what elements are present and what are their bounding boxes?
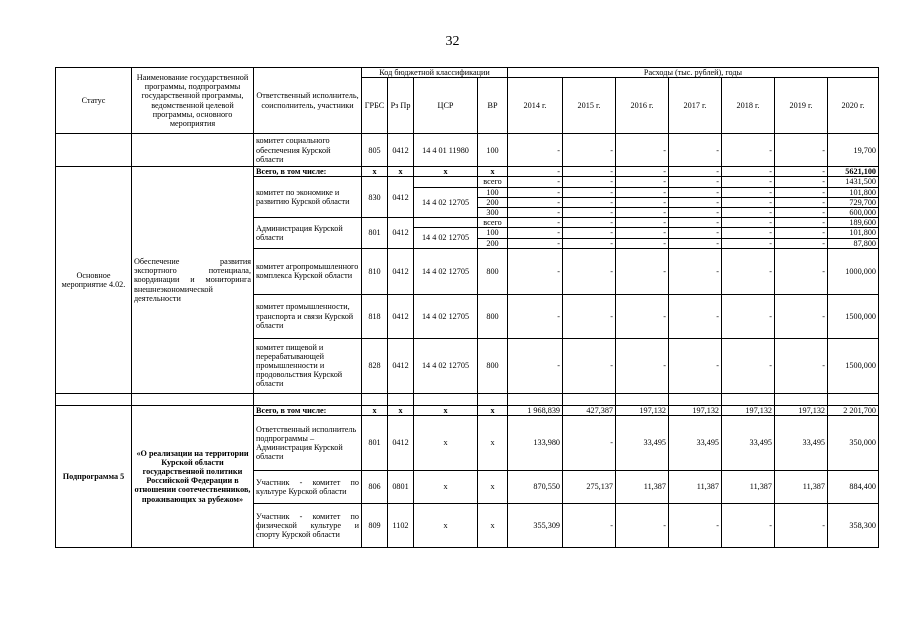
table-row: 300 - - - - - - 600,000 <box>56 207 879 217</box>
table-row: комитет социального обеспечения Курской области 805 0412 14 4 01 11980 100 - - - - - - 19,700 <box>56 134 879 167</box>
header-status: Статус <box>56 68 132 134</box>
header-year: 2019 г. <box>775 78 828 134</box>
header-rzpr: Рз Пр <box>388 78 414 134</box>
header-csr: ЦСР <box>414 78 478 134</box>
executor-cell: Участник - комитет по культуре Курской области <box>254 470 362 503</box>
executor-cell: комитет пищевой и перерабатывающей промышленности и продовольствия Курской области <box>254 338 362 393</box>
status-cell: Подпрограмма 5 <box>56 405 132 547</box>
header-row-1 <box>56 68 879 78</box>
total-label: Всего, в том числе: <box>254 405 362 415</box>
executor-cell: комитет промышленности, транспорта и связи Курской области <box>254 294 362 338</box>
table-row: комитет промышленности, транспорта и связи Курской области 818 0412 14 4 02 12705 800 - - - - - - 1500,000 <box>56 294 879 338</box>
header-year: 2014 г. <box>508 78 563 134</box>
table-row: Участник - комитет по физической культуре и спорту Курской области 809 1102 x x 355,309 - - - - - 358,300 <box>56 503 879 547</box>
executor-cell: Администрация Курской области <box>254 218 362 249</box>
table-row: Подпрограмма 5 «О реализации на территории Курской области государственной политики Российской Федерации в отношении соотечественников, проживающих за рубежом» Всего, в том числе: x x x x 1 968,839 427,387 197,132 197,132 197,132 197,132 2 201,700 <box>56 405 879 415</box>
table-row: комитет агропромышленного комплекса Курской области 810 0412 14 4 02 12705 800 - - - - - - 1000,000 <box>56 248 879 294</box>
header-year: 2015 г. <box>563 78 616 134</box>
budget-table <box>55 67 879 548</box>
status-cell: Основное мероприятие 4.02. <box>56 167 132 394</box>
header-year: 2017 г. <box>669 78 722 134</box>
total-label: Всего, в том числе: <box>254 167 362 177</box>
header-year: 2018 г. <box>722 78 775 134</box>
table-row: 200 - - - - - - 729,700 <box>56 197 879 207</box>
header-grbs: ГРБС <box>362 78 388 134</box>
header-bcc-group: Код бюджетной классификации <box>362 68 508 78</box>
header-vr: ВР <box>478 78 508 134</box>
executor-cell: комитет по экономике и развитию Курской области <box>254 177 362 218</box>
name-cell: «О реализации на территории Курской области государственной политики Российской Федерации в отношении соотечественников, проживающих за рубежом» <box>132 405 254 547</box>
spacer-row <box>56 393 879 405</box>
table-row: комитет по экономике и развитию Курской области 830 0412 всего - - - - - - 1431,500 <box>56 177 879 187</box>
header-year: 2020 г. <box>828 78 879 134</box>
table-row: 14 4 02 12705 100 - - - - - - 101,800 <box>56 228 879 238</box>
table-row: 14 4 02 12705 100 - - - - - - 101,800 <box>56 187 879 197</box>
executor-cell: комитет социального обеспечения Курской области <box>254 134 362 167</box>
table-row: Основное мероприятие 4.02. Обеспечение развития экспортного потенциала, координации и мониторинга внешнеэкономической деятельности Всего, в том числе: x x x x - - - - - - 5621,100 <box>56 167 879 177</box>
table-row: Администрация Курской области 801 0412 всего - - - - - - 189,600 <box>56 218 879 228</box>
executor-cell: Участник - комитет по физической культуре и спорту Курской области <box>254 503 362 547</box>
executor-cell: Ответственный исполнитель подпрограммы – Администрация Курской области <box>254 415 362 470</box>
executor-cell: комитет агропромышленного комплекса Курской области <box>254 248 362 294</box>
table-row: комитет пищевой и перерабатывающей промышленности и продовольствия Курской области 828 0412 14 4 02 12705 800 - - - - - - 1500,000 <box>56 338 879 393</box>
table-row: 200 - - - - - - 87,800 <box>56 238 879 248</box>
header-year: 2016 г. <box>616 78 669 134</box>
header-executor: Ответственный исполнитель, соисполнитель, участники <box>254 68 362 134</box>
name-cell: Обеспечение развития экспортного потенциала, координации и мониторинга внешнеэкономической деятельности <box>132 167 254 394</box>
table-row: Ответственный исполнитель подпрограммы – Администрация Курской области 801 0412 x x 133,980 - 33,495 33,495 33,495 33,495 350,000 <box>56 415 879 470</box>
header-expenses-group: Расходы (тыс. рублей), годы <box>508 68 879 78</box>
header-name: Наименование государственной программы, подпрограммы государственной программы, ведомственной целевой программы, основного мероприятия <box>132 68 254 134</box>
page-number: 32 <box>445 34 460 49</box>
table-row: Участник - комитет по культуре Курской области 806 0801 x x 870,550 275,137 11,387 11,387 11,387 11,387 884,400 <box>56 470 879 503</box>
